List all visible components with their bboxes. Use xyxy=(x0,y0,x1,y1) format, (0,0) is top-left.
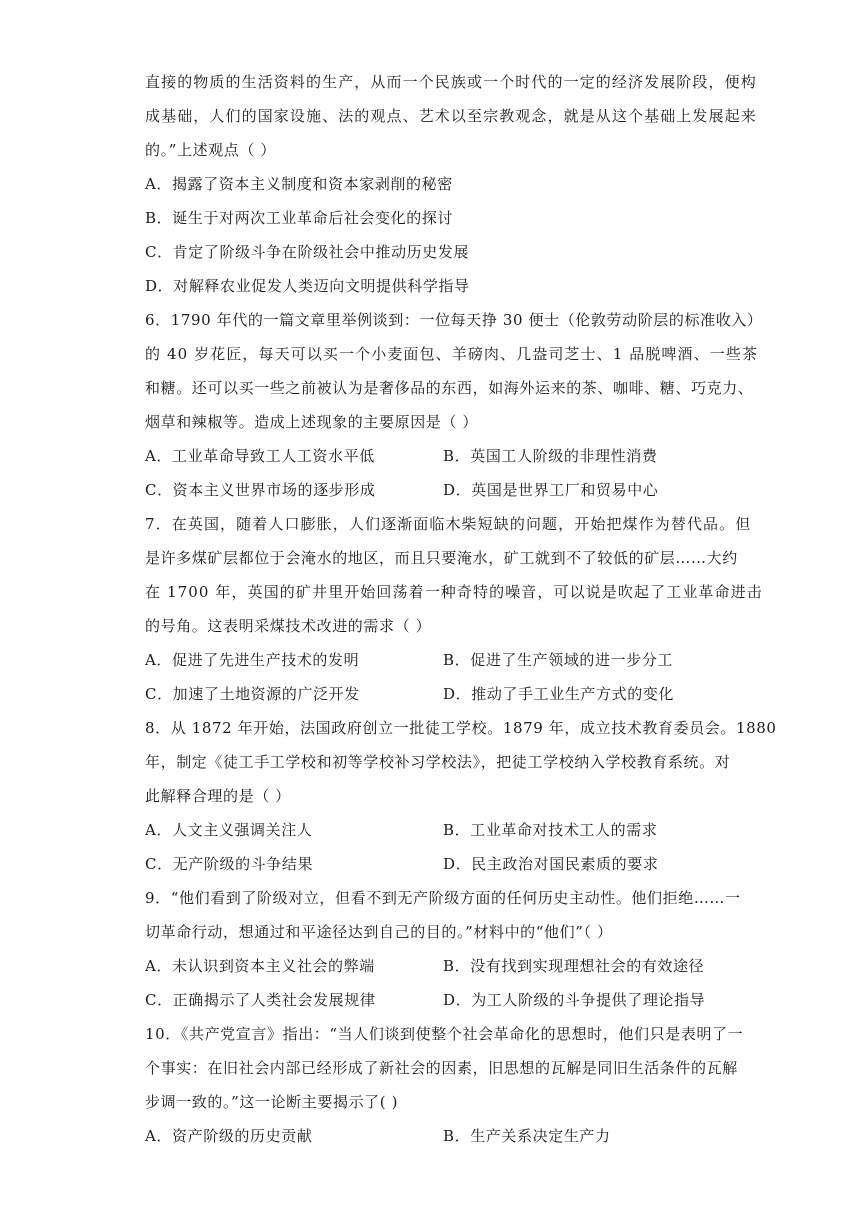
q10-line-3: 步调一致的。”这一论断主要揭示了( ) xyxy=(145,1093,399,1111)
intro-option-d[interactable]: D．对解释农业促发人类迈向文明提供科学指导 xyxy=(145,277,470,295)
intro-option-c[interactable]: C．肯定了阶级斗争在阶级社会中推动历史发展 xyxy=(145,243,470,261)
q7-line-4: 的号角。这表明采煤技术改进的需求（ ） xyxy=(145,617,432,635)
q7-option-b[interactable]: B．促进了生产领域的进一步分工 xyxy=(443,651,674,669)
intro-line-2: 成基础，人们的国家设施、法的观点、艺术以至宗教观念，就是从这个基础上发展起来 xyxy=(145,107,757,125)
intro-option-a[interactable]: A．揭露了资本主义制度和资本家剥削的秘密 xyxy=(145,175,453,193)
intro-line-1: 直接的物质的生活资料的生产，从而一个民族或一个时代的一定的经济发展阶段，便构 xyxy=(145,73,757,91)
q8-line-3: 此解释合理的是（ ） xyxy=(145,787,291,805)
q10-option-a[interactable]: A．资产阶级的历史贡献 xyxy=(145,1127,313,1145)
q6-option-a[interactable]: A．工业革命导致工人工资水平低 xyxy=(145,447,375,465)
q10-option-b[interactable]: B．生产关系决定生产力 xyxy=(443,1127,611,1145)
q6-line-1: 6．1790 年代的一篇文章里举例谈到：一位每天挣 30 便士（伦敦劳动阶层的标准收入） xyxy=(145,311,763,329)
q6-line-2: 的 40 岁花匠，每天可以买一个小麦面包、羊磅肉、几盎司芝士、1 品脱啤酒、一些茶 xyxy=(145,345,759,363)
q6-line-4: 烟草和辣椒等。造成上述现象的主要原因是（ ） xyxy=(145,413,478,431)
q9-option-d[interactable]: D．为工人阶级的斗争提供了理论指导 xyxy=(443,991,706,1009)
q9-option-c[interactable]: C．正确揭示了人类社会发展规律 xyxy=(145,991,376,1009)
q7-option-a[interactable]: A．促进了先进生产技术的发明 xyxy=(145,651,360,669)
q8-line-2: 年，制定《徒工手工学校和初等学校补习学校法》，把徒工学校纳入学校教育系统。对 xyxy=(145,753,731,771)
q7-line-2: 是许多煤矿层都位于会淹水的地区，而且只要淹水，矿工就到不了较低的矿层……大约 xyxy=(145,549,738,567)
q8-option-c[interactable]: C．无产阶级的斗争结果 xyxy=(145,855,314,873)
q6-option-c[interactable]: C．资本主义世界市场的逐步形成 xyxy=(145,481,376,499)
q9-option-b[interactable]: B．没有找到实现理想社会的有效途径 xyxy=(443,957,705,975)
q8-option-a[interactable]: A．人文主义强调关注人 xyxy=(145,821,313,839)
q10-line-2: 个事实：在旧社会内部已经形成了新社会的因素，旧思想的瓦解是同旧生活条件的瓦解 xyxy=(145,1059,738,1077)
q9-line-1: 9．“他们看到了阶级对立，但看不到无产阶级方面的任何历史主动性。他们拒绝……一 xyxy=(145,889,741,907)
q7-line-1: 7．在英国，随着人口膨胀，人们逐渐面临木柴短缺的问题，开始把煤作为替代品。但 xyxy=(145,515,752,533)
q9-line-2: 切革命行动，想通过和平途径达到自己的目的。”材料中的“他们”（ ） xyxy=(145,923,613,941)
q6-line-3: 和糖。还可以买一些之前被认为是奢侈品的东西，如海外运来的茶、咖啡、糖、巧克力、 xyxy=(145,379,754,397)
q7-line-3: 在 1700 年，英国的矿井里开始回荡着一种奇特的噪音，可以说是吹起了工业革命进击 xyxy=(145,583,763,601)
q9-option-a[interactable]: A．未认识到资本主义社会的弊端 xyxy=(145,957,375,975)
q6-option-d[interactable]: D．英国是世界工厂和贸易中心 xyxy=(443,481,659,499)
q8-line-1: 8．从 1872 年开始，法国政府创立一批徒工学校。1879 年，成立技术教育委员会。1880 xyxy=(145,719,777,737)
q7-option-c[interactable]: C．加速了土地资源的广泛开发 xyxy=(145,685,360,703)
intro-option-b[interactable]: B．诞生于对两次工业革命后社会变化的探讨 xyxy=(145,209,454,227)
q6-option-b[interactable]: B．英国工人阶级的非理性消费 xyxy=(443,447,658,465)
q8-option-b[interactable]: B．工业革命对技术工人的需求 xyxy=(443,821,658,839)
q10-line-1: 10．《共产党宣言》指出：“当人们谈到使整个社会革命化的思想时，他们只是表明了一 xyxy=(145,1025,744,1043)
intro-line-3: 的。”上述观点（ ） xyxy=(145,141,276,159)
q7-option-d[interactable]: D．推动了手工业生产方式的变化 xyxy=(443,685,675,703)
q8-option-d[interactable]: D．民主政治对国民素质的要求 xyxy=(443,855,659,873)
